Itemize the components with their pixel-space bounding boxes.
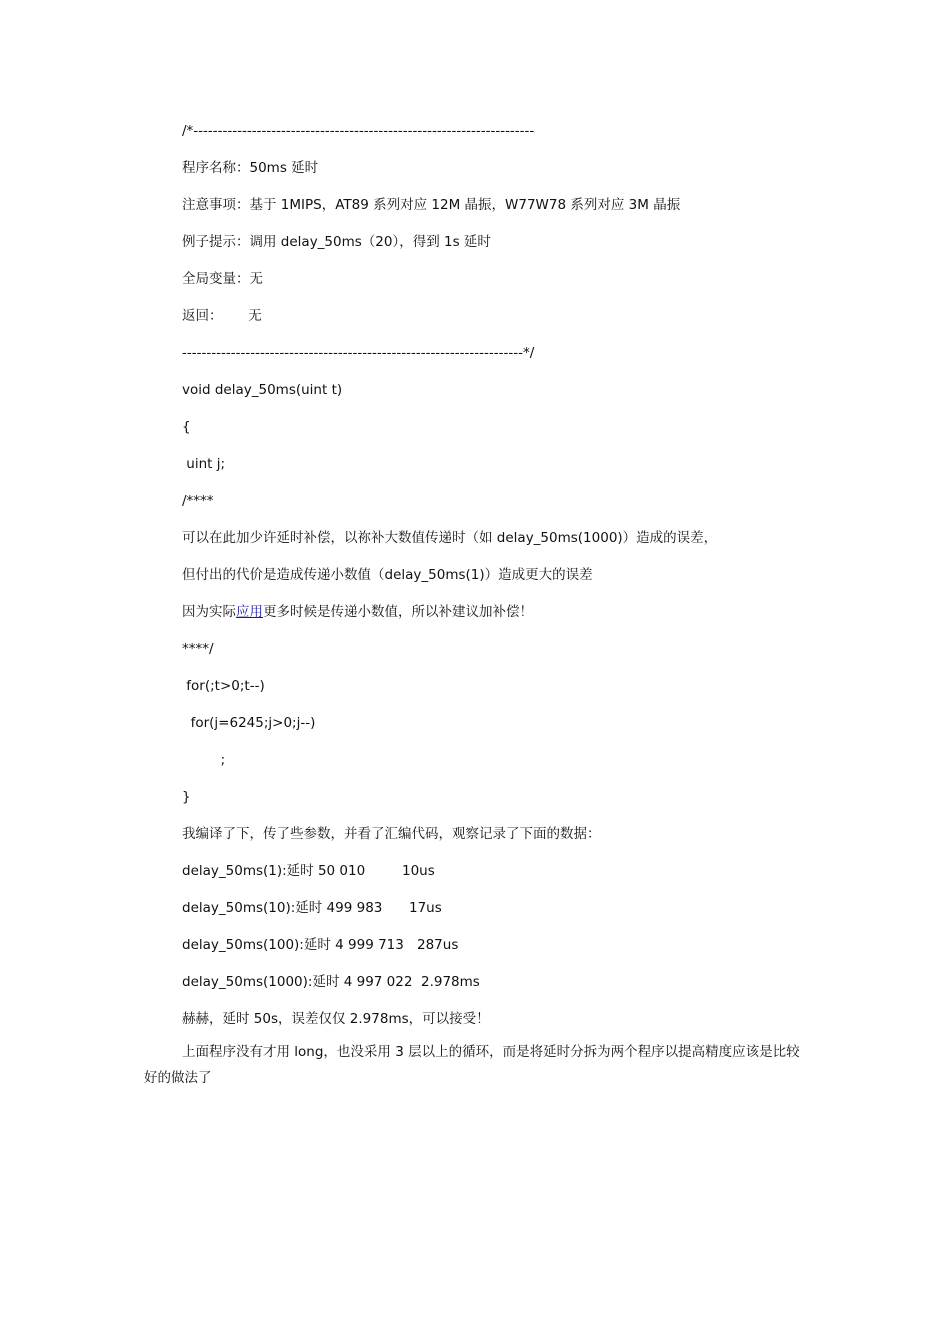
result-call: delay_50ms(100):延时 4 999 713 xyxy=(182,937,404,953)
result-line xyxy=(182,973,480,991)
global-variables: 全局变量：无 xyxy=(182,271,263,287)
result-call: delay_50ms(1000):延时 4 997 022 xyxy=(182,974,413,990)
result-error: 10us xyxy=(402,863,435,879)
results-intro: 我编译了下，传了些参数，并看了汇编代码，观察记录了下面的数据： xyxy=(182,826,601,842)
result-line xyxy=(182,936,459,954)
conclusion: 赫赫，延时 50s，误差仅仅 2.978ms，可以接受！ xyxy=(182,1011,490,1027)
result-call: delay_50ms(10):延时 499 983 xyxy=(182,900,383,916)
closing-paragraph: 上面程序没有才用 long，也没采用 3 层以上的循环，而是将延时分拆为两个程序以提高精度应该是比较好的做法了 xyxy=(144,1044,800,1086)
outer-loop: for(;t>0;t--) xyxy=(182,678,265,694)
comment-line-1: 可以在此加少许延时补偿，以祢补大数值传递时（如 delay_50ms(1000)）造成的误差， xyxy=(182,530,718,546)
application-link[interactable]: 应用 xyxy=(236,604,263,620)
close-brace: } xyxy=(182,789,191,805)
block-comment-close: ****/ xyxy=(182,641,214,657)
block-comment-open: /**** xyxy=(182,493,214,509)
open-brace: { xyxy=(182,419,191,435)
function-signature: void delay_50ms(uint t) xyxy=(182,382,343,398)
inner-loop: for(j=6245;j>0;j--) xyxy=(182,715,316,731)
comment-line-3-start: 因为实际 xyxy=(182,604,236,620)
variable-declaration: uint j; xyxy=(182,456,226,472)
comment-header-close: ----------------------------------------------------------------------*/ xyxy=(182,345,535,361)
comment-header-open: /*---------------------------------------------------------------------- xyxy=(182,123,535,139)
result-error: 17us xyxy=(409,900,442,916)
result-error: 287us xyxy=(417,937,459,953)
comment-line-2: 但付出的代价是造成传递小数值（delay_50ms(1)）造成更大的误差 xyxy=(182,567,593,583)
program-name: 程序名称：50ms 延时 xyxy=(182,160,319,176)
example: 例子提示：调用 delay_50ms（20），得到 1s 延时 xyxy=(182,234,491,250)
return-value: 返回： 无 xyxy=(182,308,262,324)
result-call: delay_50ms(1):延时 50 010 xyxy=(182,863,366,879)
notes: 注意事项：基于 1MIPS，AT89 系列对应 12M 晶振，W77W78 系列对应 3M 晶振 xyxy=(182,197,681,213)
comment-line-3 xyxy=(182,603,533,621)
result-line xyxy=(182,862,435,880)
result-line xyxy=(182,899,442,917)
comment-line-3-end: 更多时候是传递小数值，所以补建议加补偿！ xyxy=(263,604,533,620)
loop-body: ; xyxy=(182,752,226,768)
result-error: 2.978ms xyxy=(421,974,480,990)
